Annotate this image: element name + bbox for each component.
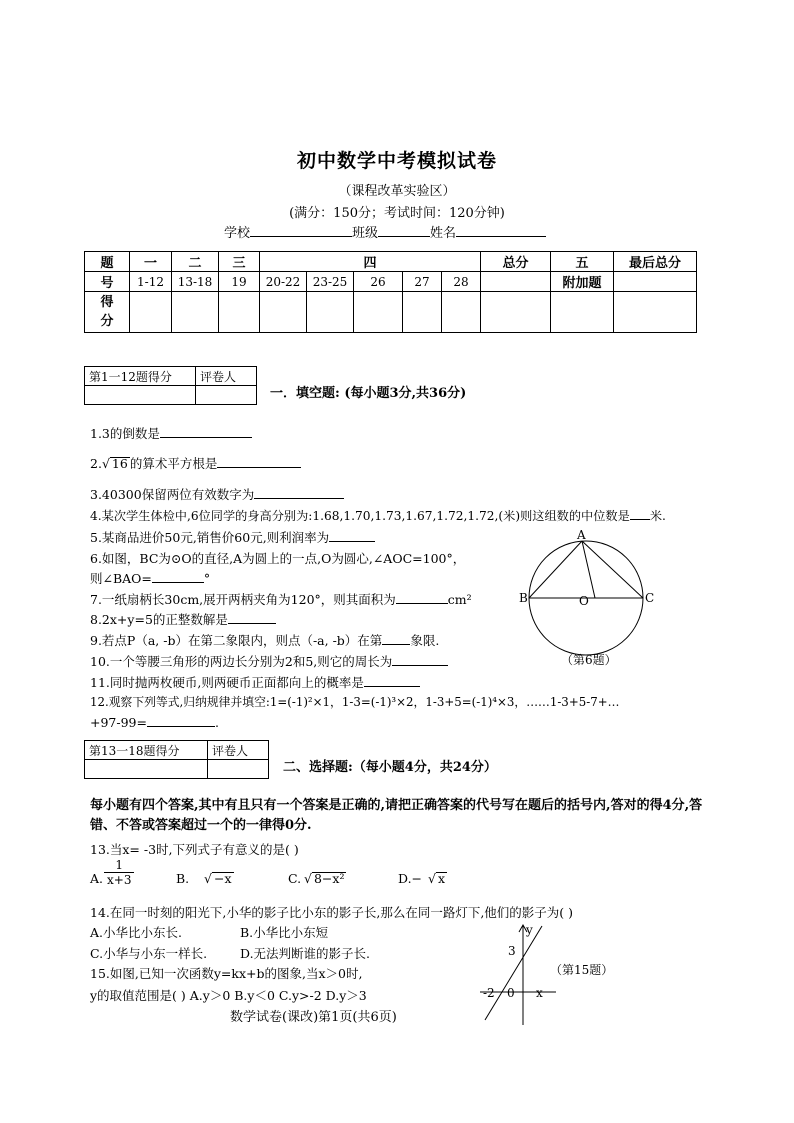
school-label: 学校	[224, 226, 251, 241]
subtitle: （课程改革实验区）	[338, 184, 456, 199]
question-15: 15.如图,已知一次函数y=kx+b的图象,当x＞0时,	[90, 966, 363, 981]
function-line	[485, 926, 542, 1020]
y-label: y	[526, 923, 533, 937]
circle-figure	[515, 526, 665, 676]
cell: 题	[85, 252, 130, 272]
answer-blank[interactable]	[396, 591, 448, 604]
answer-blank[interactable]	[160, 425, 252, 438]
grader-name-cell[interactable]	[208, 760, 269, 779]
question-2: 2.√ 16 的算术平方根是	[90, 454, 301, 472]
cell: 一	[130, 252, 172, 272]
question-8: 8.2x+y=5的正整数解是	[90, 610, 276, 628]
cell: 号	[85, 272, 130, 292]
score-table-row-header	[85, 252, 697, 272]
question-1: 1.3的倒数是	[90, 424, 252, 442]
grader-label: 评卷人	[196, 367, 257, 386]
figure-caption: （第6题）	[561, 653, 617, 667]
cell: 20-22	[260, 272, 307, 292]
answer-blank[interactable]	[382, 632, 410, 645]
grader-score-label: 第13一18题得分	[85, 741, 208, 760]
student-info-line	[224, 222, 546, 241]
question-13: 13.当x= -3时,下列式子有意义的是( )	[90, 842, 299, 857]
score-cell[interactable]	[551, 292, 614, 333]
question-6: 6.如图，BC为⊙O的直径,A为圆上的一点,O为圆心,∠AOC=100°，	[90, 551, 466, 566]
cell: 四	[260, 252, 481, 272]
grader-name-cell[interactable]	[196, 386, 257, 405]
answer-blank[interactable]	[147, 714, 215, 727]
question-6-answer: 则∠BAO= °	[90, 571, 211, 586]
fraction: $\frac{1}{x+3}$	[104, 858, 134, 887]
score-cell[interactable]	[219, 292, 260, 333]
question-14: 14.在同一时刻的阳光下,小华的影子比小东的影子长,那么在同一路灯下,他们的影子为( )	[90, 905, 574, 920]
cell: 最后总分	[614, 252, 697, 272]
label-c: C	[645, 591, 655, 605]
score-cell[interactable]	[172, 292, 219, 333]
cell: 总分	[481, 252, 551, 272]
q14-option-d: D.无法判断谁的影子长.	[240, 946, 371, 961]
question-5: 5.某商品进价50元,销售价60元,则利润率为	[90, 528, 375, 546]
cell: 附加题	[551, 272, 614, 292]
answer-blank[interactable]	[228, 611, 276, 624]
score-cell[interactable]	[354, 292, 403, 333]
page-title: 初中数学中考模拟试卷	[296, 150, 497, 172]
class-label: 班级	[352, 226, 379, 241]
cell	[614, 272, 697, 292]
answer-blank[interactable]	[254, 486, 344, 499]
exam-info: (满分：150分；考试时间：120分钟)	[289, 206, 505, 221]
section2-heading: 二、选择题:（每小题4分，共24分）	[283, 760, 497, 775]
label-b: B	[519, 591, 528, 605]
score-table-row-scores	[85, 292, 697, 333]
name-label: 姓名	[430, 226, 457, 241]
score-cell[interactable]	[481, 292, 551, 333]
question-15-options: y的取值范围是( ) A.y＞0 B.y＜0 C.y>-2 D.y＞3	[90, 988, 367, 1003]
answer-blank[interactable]	[364, 674, 420, 687]
score-table	[84, 251, 697, 333]
label-3: 3	[508, 944, 516, 958]
question-7: 7.一纸扇柄长30cm,展开两柄夹角为120°，则其面积为 cm²	[90, 592, 472, 607]
score-cell[interactable]	[614, 292, 697, 333]
question-4: 4.某次学生体检中,6位同学的身高分别为:1.68,1.70,1.73,1.67,1.72,1.72,(米)则这组数的中位数是 米.	[90, 509, 666, 523]
grader-label: 评卷人	[208, 741, 269, 760]
label-o: O	[579, 594, 589, 608]
q14-option-c: C.小华与小东一样长.	[90, 946, 208, 961]
cell: 26	[354, 272, 403, 292]
question-10: 10.一个等腰三角形的两边长分别为2和5,则它的周长为	[90, 652, 448, 670]
answer-blank[interactable]	[630, 507, 650, 520]
label-neg2: -2	[483, 986, 495, 1000]
score-cell[interactable]	[403, 292, 442, 333]
graph-caption: （第15题）	[550, 963, 614, 977]
cell: 三	[219, 252, 260, 272]
cell: 28	[442, 272, 481, 292]
label-0: 0	[507, 986, 515, 1000]
cell: 13-18	[172, 272, 219, 292]
q14-option-a: A.小华比小东长.	[90, 925, 182, 940]
answer-blank[interactable]	[152, 570, 204, 583]
grader-score-label: 第1一12题得分	[85, 367, 196, 386]
grader-box-2	[84, 740, 269, 779]
question-3: 3.40300保留两位有效数字为	[90, 485, 344, 503]
answer-blank[interactable]	[217, 455, 301, 468]
linear-graph	[478, 922, 618, 1027]
question-12: 12.观察下列等式,归纳规律并填空:1=(-1)²×1，1-3=(-1)³×2，1-3+5=(-1)⁴×3，……1-3+5-7+…	[90, 695, 620, 709]
label-a: A	[577, 528, 586, 542]
score-cell[interactable]	[442, 292, 481, 333]
grader-box-1	[84, 366, 257, 405]
cell: 19	[219, 272, 260, 292]
segment-ao	[582, 541, 595, 598]
answer-blank[interactable]	[329, 529, 375, 542]
score-table-row-numbers	[85, 272, 697, 292]
grader-score-cell[interactable]	[85, 760, 208, 779]
cell: 23-25	[307, 272, 354, 292]
score-cell[interactable]	[130, 292, 172, 333]
score-cell[interactable]	[260, 292, 307, 333]
x-label: x	[536, 986, 543, 1000]
cell: 二	[172, 252, 219, 272]
chord-ac	[582, 541, 643, 598]
name-blank[interactable]	[456, 224, 546, 237]
q14-option-b: B.小华比小东短	[240, 925, 329, 940]
cell: 1-12	[130, 272, 172, 292]
cell	[481, 272, 551, 292]
class-blank[interactable]	[378, 224, 430, 237]
school-blank[interactable]	[250, 224, 352, 237]
score-cell[interactable]	[307, 292, 354, 333]
question-11: 11.同时抛两枚硬币,则两硬币正面都向上的概率是	[90, 673, 420, 691]
section2-instructions: 每小题有四个答案,其中有且只有一个答案是正确的,请把正确答案的代号写在题后的括号内,答对的得4分,答错、不答或答案超过一个的一律得0分.	[90, 798, 703, 833]
page-footer: 数学试卷(课改)第1页(共6页)	[230, 1010, 397, 1025]
cell: 得 分	[85, 292, 130, 333]
question-9: 9.若点P（a, -b）在第二象限内，则点（-a, -b）在第 象限.	[90, 633, 440, 648]
cell: 五	[551, 252, 614, 272]
grader-score-cell[interactable]	[85, 386, 196, 405]
section1-heading: 一．填空题: (每小题3分,共36分)	[270, 386, 467, 401]
question-12-answer: +97-99= .	[90, 715, 219, 730]
answer-blank[interactable]	[392, 653, 448, 666]
cell: 27	[403, 272, 442, 292]
